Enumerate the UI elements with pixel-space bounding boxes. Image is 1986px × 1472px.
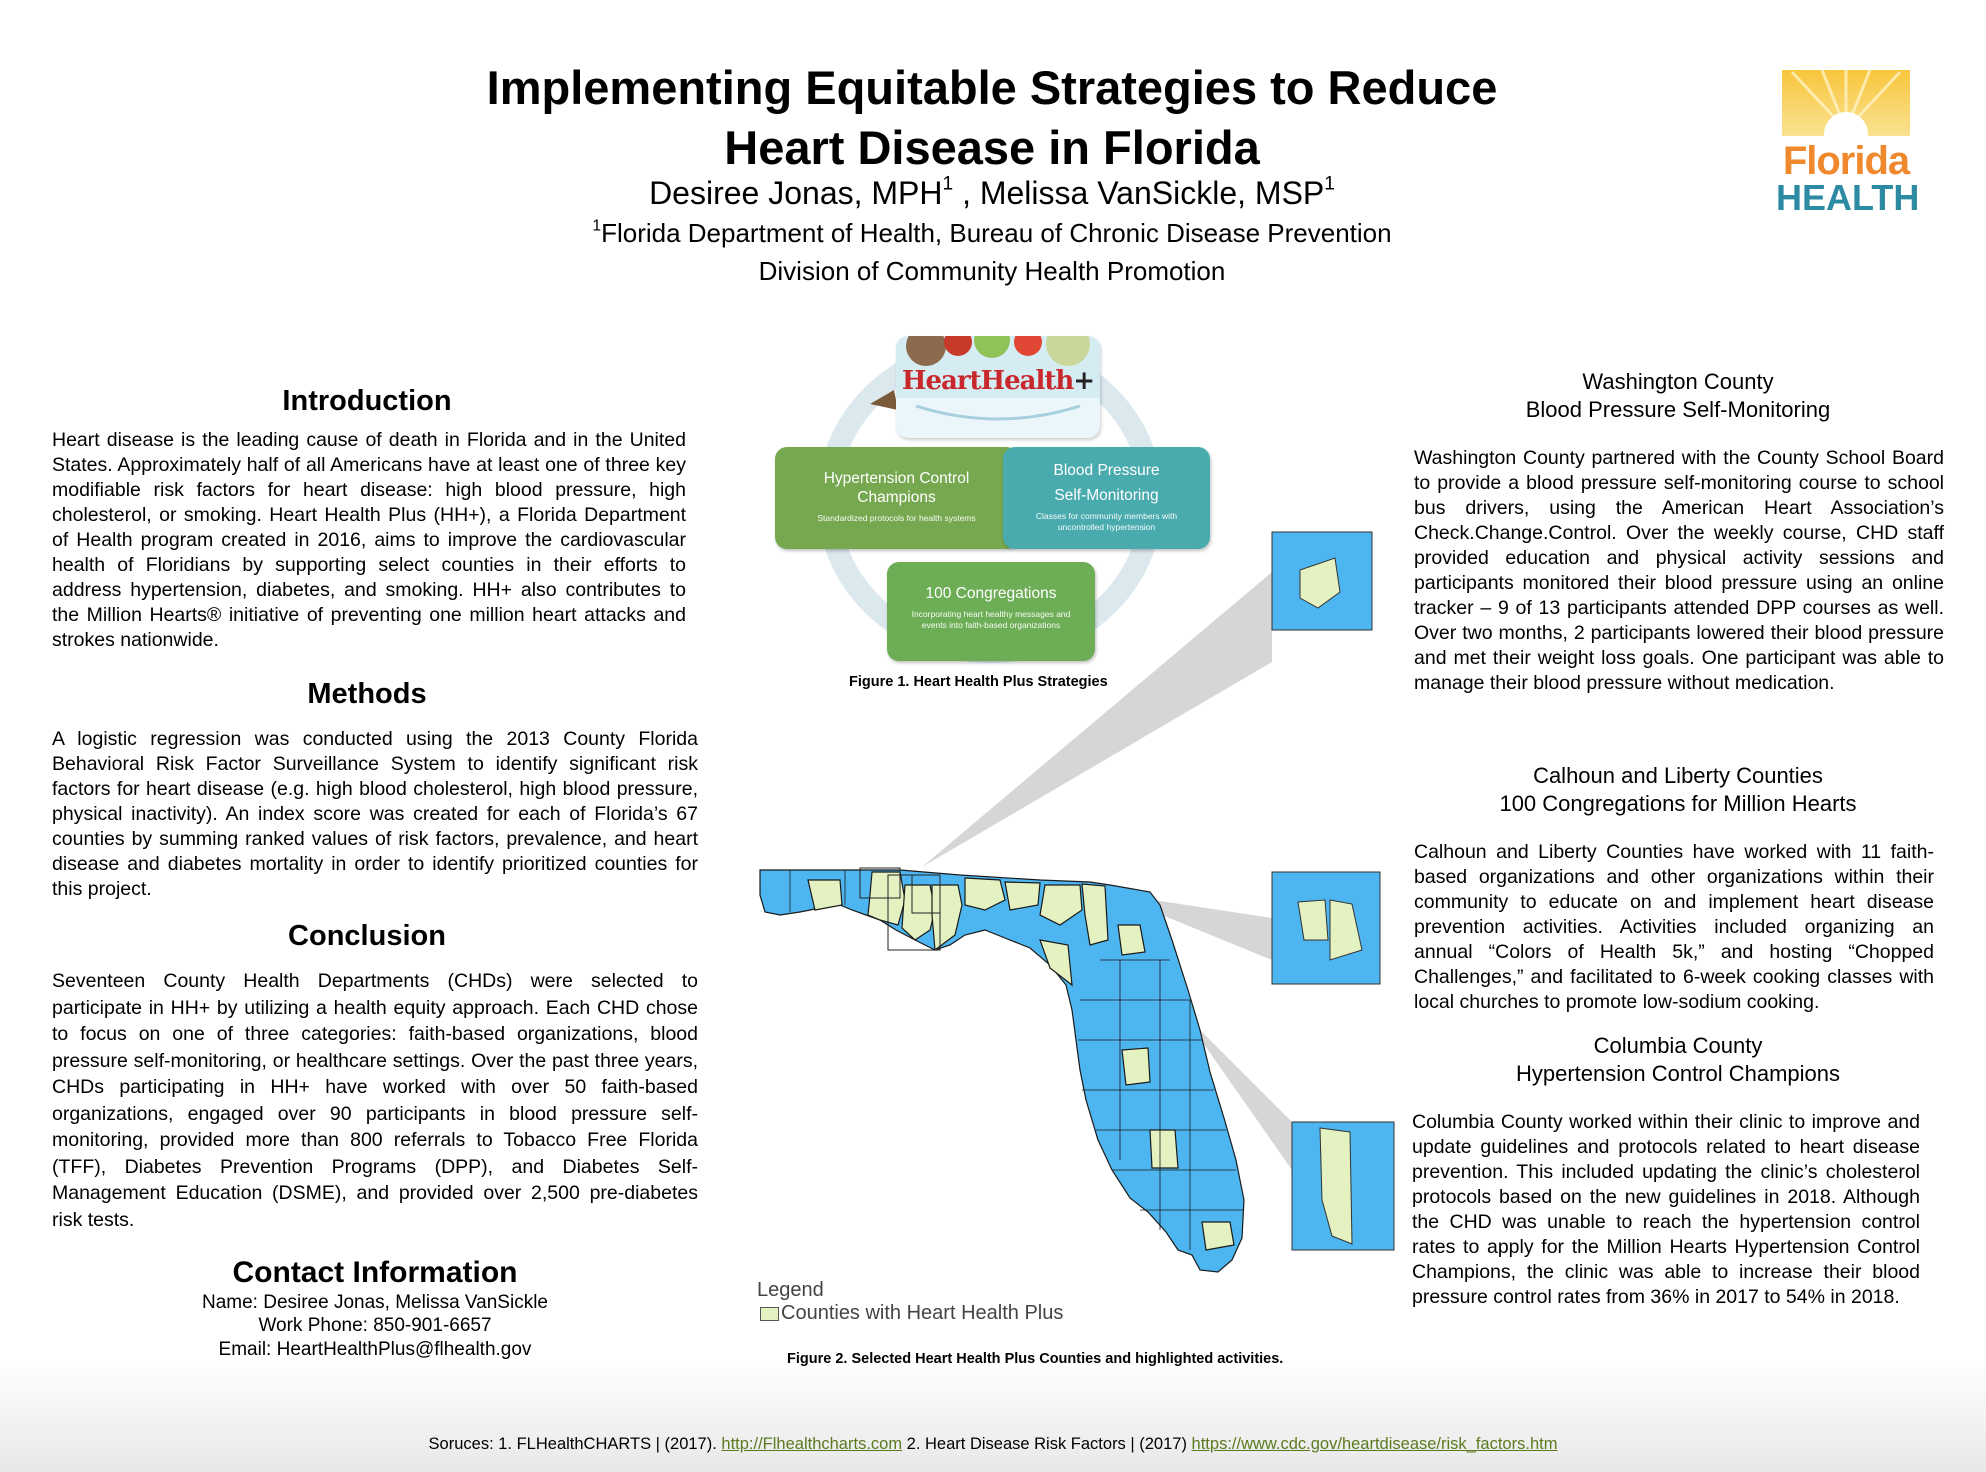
poster-title [300,58,1684,178]
map-legend-item [760,1302,1063,1325]
heart-health-plus-logo [896,336,1100,438]
strategy-bp-title-a: Blood Pressure [1053,462,1160,479]
methods-text: A logistic regression was conducted using the 2013 County Florida Behavioral Risk Factor Surveillance System to identify significant risk factors for heart disease (e.g. high blood cholesterol, high blood pressure, physical inactivity). An index score was created for each of Florida’s 67 counties by summing ranked values of risk factors, prevalence, and heart disease and diabetes mortality in order to identify prioritized counties for this project. [52,728,698,900]
author-2: Melissa VanSickle, MSP [979,175,1325,211]
methods-heading: Methods [307,678,427,710]
figure2-caption: Figure 2. Selected Heart Health Plus Counties and highlighted activities. [787,1351,1284,1367]
footer-background [0,1360,1986,1472]
map-legend-title: Legend [757,1279,824,1301]
county-levy [1040,940,1072,985]
county-putnam [1118,925,1145,955]
figure1-caption: Figure 1. Heart Health Plus Strategies [849,674,1108,690]
title-line-2: Heart Disease in Florida [724,121,1260,174]
columbia-heading [1418,1032,1938,1088]
calhoun-heading-activity: 100 Congregations for Million Hearts [1499,791,1857,816]
calhoun-heading [1418,762,1938,818]
washington-heading [1418,368,1938,424]
authors: Desiree Jonas, MPH$^1$ , Melissa VanSickle, MSP$^1$ [649,173,1335,211]
washington-heading-county: Washington County [1582,369,1774,394]
county-polk [1122,1048,1150,1085]
source-link-flhealthcharts[interactable]: http://Flhealthcharts.com [721,1435,903,1453]
calhoun-text: Calhoun and Liberty Counties have worked with 11 faith-based organizations and other organizations within their community to educate on and implement heart disease prevention activities. Activities included organizing an annual “Colors of Health 5k,” and hosting “Chopped Challenges,” and facilitated to 6-week cooking classes with local churches to promote low-sodium cooking. [1414,841,1934,1013]
county-highlands [1150,1130,1178,1168]
columbia-heading-activity: Hypertension Control Champions [1515,1061,1841,1086]
introduction-text: Heart disease is the leading cause of death in Florida and in the United States. Approximately half of all Americans have at least one of three key modifiable risk factors for heart disease: high blood pressure, high cholesterol, or smoking. Heart Health Plus (HH+), a Florida Department of Health program created in 2016, aims to improve the cardiovascular health of Floridians by supporting select counties in their efforts to address hypertension, diabetes, and smoking. HH+ also contributes to the Million Hearts® initiative of preventing one million heart attacks and strokes nationwide. [52,429,686,651]
washington-heading-activity: Blood Pressure Self-Monitoring [1525,397,1831,422]
conclusion-text: Seventeen County Health Departments (CHDs) were selected to participate in HH+ by utilizing a health equity approach. Each CHD chose to focus on one of three categories: faith-based organizations, blood pressure self-monitoring, or healthcare settings. Over the past three years, CHDs participating in HH+ have worked with over 50 faith-based organizations, engaged over 90 participants in blood pressure self-monitoring, provided more than 800 referrals to Tobacco Free Florida (TFF), Diabetes Prevention Programs (DPP), and Diabetes Self-Management Education (DSME), and provided over 2,500 pre-diabetes risk tests. [52,970,698,1231]
legend-swatch [760,1307,779,1321]
strategy-hypertension-title: Hypertension Control Champions [823,470,970,506]
heart-health-logo-text: HeartHealth [901,366,1074,396]
affiliation-text: Florida Department of Health, Bureau of Chronic Disease Prevention [601,218,1392,248]
strategy-bp-title-b: Self-Monitoring [1054,487,1159,504]
author-2-sup: 1 [1324,173,1335,195]
calhoun-heading-county: Calhoun and Liberty Counties [1533,763,1823,788]
title-line-1: Implementing Equitable Strategies to Reduce [486,61,1498,114]
conclusion-heading: Conclusion [288,920,446,952]
heart-health-plus-sign: + [1073,366,1095,396]
sources-prefix: Soruces: 1. FLHealthCHARTS | (2017). [428,1435,722,1453]
logo-health-text: HEALTH [1776,177,1920,218]
strategy-hypertension-subtitle: Standardized protocols for health systems [817,513,976,523]
county-broward [1202,1222,1234,1250]
author-1-sup: 1 [942,173,954,195]
columbia-heading-county: Columbia County [1593,1033,1763,1058]
affiliation-sup: 1 [592,217,602,235]
logo-florida-text: Florida [1782,139,1910,183]
sources-middle: 2. Heart Disease Risk Factors | (2017) [902,1435,1192,1453]
strategy-congregations-title: 100 Congregations [925,585,1057,602]
division: Division of Community Health Promotion [758,256,1226,286]
affiliation [300,218,1684,249]
strategy-congregations-subtitle: Incorporating heart healthy messages and events into faith-based organizations [911,609,1071,630]
washington-text: Washington County partnered with the County School Board to provide a blood pressure self-monitoring course to school bus drivers, using the American Heart Association’s Check.Change.Control. Over the weekly course, CHD staff provided education and physical activity sessions and participants monitored their blood pressure using an online tracker – 9 of 13 participants attended DPP courses as well. Over two months, 2 participants lowered their blood pressure and met their weight loss goals. One participant was able to manage their blood pressure without medication. [1414,447,1944,694]
source-link-cdc[interactable]: https://www.cdc.gov/heartdisease/risk_factors.htm [1191,1435,1558,1453]
figure2-florida-map [740,520,1450,1290]
legend-item-label: Counties with Heart Health Plus [781,1302,1064,1324]
columbia-text: Columbia County worked within their clinic to improve and update guidelines and protocols related to heart disease prevention. This included updating the clinic’s cholesterol protocols based on the new guidelines in 2018. Although the CHD was unable to reach the hypertension control rates to apply for the Million Hearts Hypertension Control Champions, the clinic was able to increase their blood pressure control rates from 36% in 2017 to 54% in 2018. [1412,1111,1920,1308]
contact-email[interactable]: Email: HeartHealthPlus@flhealth.gov [218,1339,532,1360]
county-madison [1005,882,1040,910]
contact-name: Name: Desiree Jonas, Melissa VanSickle [201,1292,548,1313]
sources-footer [0,1435,1986,1454]
introduction-heading: Introduction [282,385,452,417]
florida-state-shape [760,870,1244,1272]
contact-heading: Contact Information [232,1256,518,1289]
strategy-bp-subtitle: Classes for community members with uncontrolled hypertension [1035,511,1178,532]
contact-phone: Work Phone: 850-901-6657 [258,1315,492,1336]
callout-wedge-washington [922,572,1272,867]
author-1: Desiree Jonas, MPH [649,175,943,211]
